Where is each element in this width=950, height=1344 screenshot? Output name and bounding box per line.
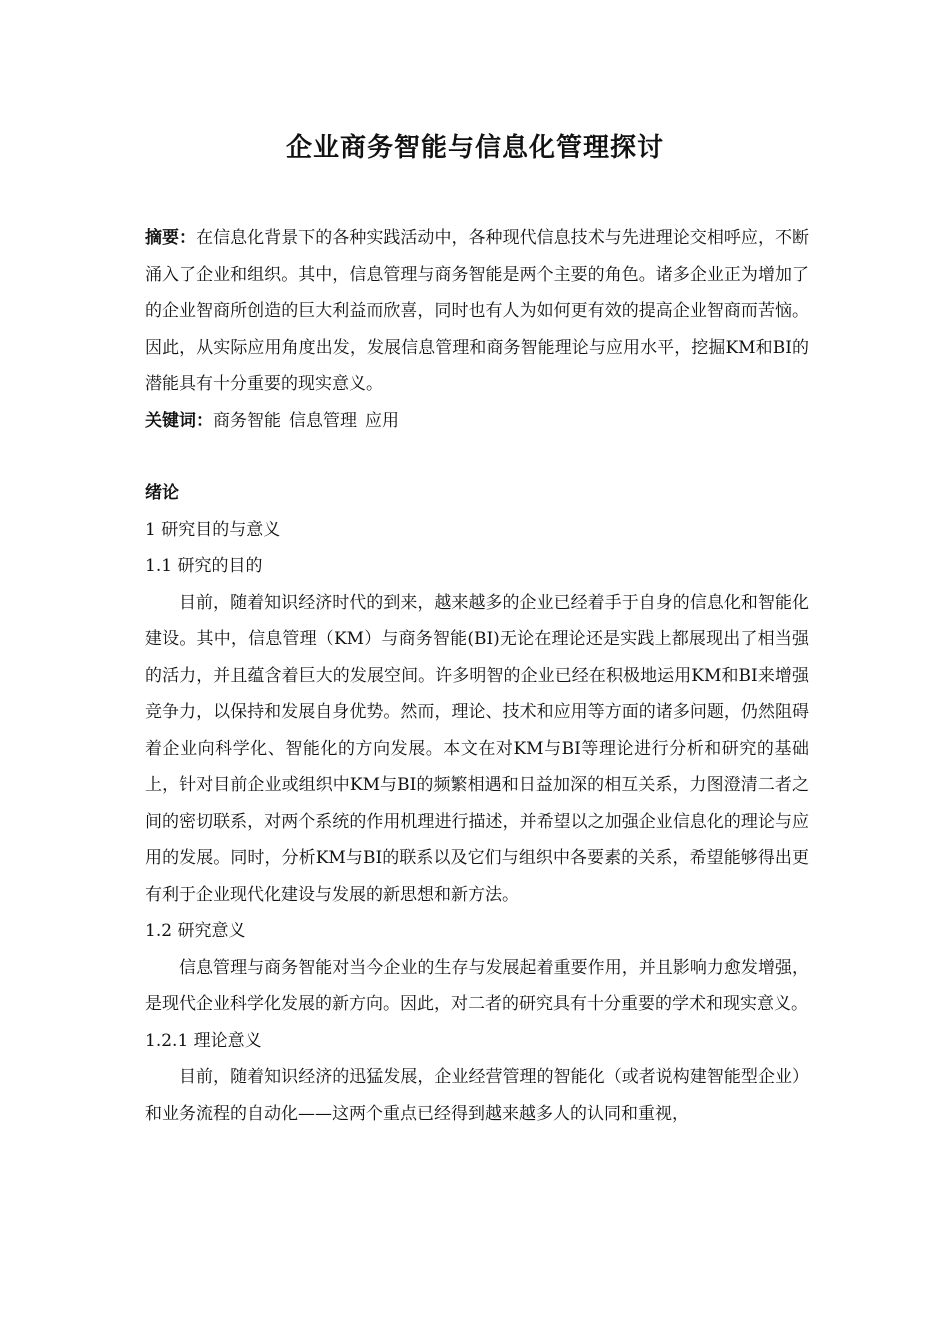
section-1-2-1-paragraph: 目前，随着知识经济的迅猛发展，企业经营管理的智能化（或者说构建智能型企业）和业务流程的自动化——这两个重点已经得到越来越多人的认同和重视， bbox=[145, 1067, 809, 1124]
keywords-paragraph bbox=[145, 403, 809, 440]
intro-heading: 绪论 bbox=[145, 483, 179, 503]
keyword-item: 信息管理 bbox=[289, 410, 357, 431]
document-body bbox=[145, 220, 809, 1132]
keyword-item: 应用 bbox=[365, 410, 399, 431]
section-1-2-heading: 1.2 研究意义 bbox=[145, 921, 246, 941]
section-1-2-paragraph: 信息管理与商务智能对当今企业的生存与发展起着重要作用，并且影响力愈发增强，是现代企业科学化发展的新方向。因此，对二者的研究具有十分重要的学术和现实意义。 bbox=[145, 957, 809, 1014]
section-1-2-1-heading: 1.2.1 理论意义 bbox=[145, 1030, 262, 1051]
keywords-label: 关键词： bbox=[145, 410, 213, 431]
abstract-label: 摘要： bbox=[145, 228, 197, 248]
section-1-heading: 1 研究目的与意义 bbox=[145, 519, 281, 540]
abstract-text: 在信息化背景下的各种实践活动中，各种现代信息技术与先进理论交相呼应，不断涌入了企业和组织。其中，信息管理与商务智能是两个主要的角色。诸多企业正为增加了的企业智商所创造的巨大利益而欣喜，同时也有人为如何更有效的提高企业智商而苦恼。因此，从实际应用角度出发，发展信息管理和商务智能理论与应用水平，挖掘KM和BI的潜能具有十分重要的现实意义。 bbox=[145, 228, 810, 394]
document-title: 企业商务智能与信息化管理探讨 bbox=[285, 133, 664, 163]
keyword-item: 商务智能 bbox=[213, 410, 281, 431]
section-1-1-heading: 1.1 研究的目的 bbox=[145, 556, 263, 576]
section-1-1-paragraph: 目前，随着知识经济时代的到来，越来越多的企业已经着手于自身的信息化和智能化建设。其中，信息管理（KM）与商务智能(BI)无论在理论还是实践上都展现出了相当强的活力，并且蕴含着巨大的发展空间。许多明智的企业已经在积极地运用KM和BI来增强竞争力，以保持和发展自身优势。然而，理论、技术和应用等方面的诸多问题，仍然阻碍着企业向科学化、智能化的方向发展。本文在对KM与BI等理论进行分析和研究的基础上，针对目前企业或组织中KM与BI的频繁相遇和日益加深的相互关系，力图澄清二者之间的密切联系，对两个系统的作用机理进行描述，并希望以之加强企业信息化的理论与应用的发展。同时，分析KM与BI的联系以及它们与组织中各要素的关系，希望能够得出更有利于企业现代化建设与发展的新思想和新方法。 bbox=[145, 592, 809, 905]
abstract-paragraph bbox=[145, 220, 809, 403]
